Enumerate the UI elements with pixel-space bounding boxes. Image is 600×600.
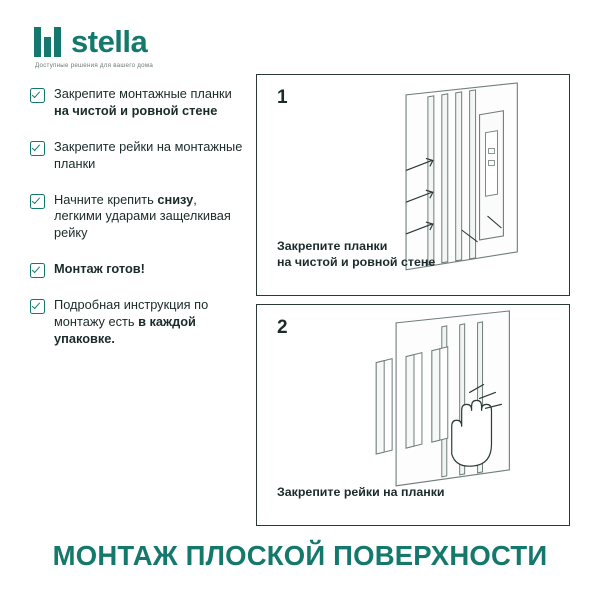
step-number-1: 1	[277, 87, 288, 108]
list-item	[30, 86, 245, 120]
checklist-item-text-5: Подробная инструкция по монтажу есть в каждой упаковке.	[54, 297, 209, 347]
checklist-item-text-2: Закрепите рейки на монтажные планки	[54, 138, 243, 171]
checklist	[30, 86, 245, 367]
check-icon	[30, 194, 45, 209]
step-panel-2	[256, 304, 570, 526]
check-icon	[30, 141, 45, 156]
check-icon	[30, 263, 45, 278]
step-2-caption: Закрепите рейки на планки	[277, 485, 445, 500]
step-panel-1	[256, 74, 570, 296]
checklist-item-text-3: Начните крепить снизу, легкими ударами защелкивая рейку	[54, 191, 231, 241]
brand-logo	[34, 26, 234, 69]
checklist-item-text-1: Закрепите монтажные планки на чистой и ровной стене	[54, 86, 232, 118]
logo-tagline: Доступные решения для вашего дома	[35, 62, 154, 69]
step-number-2: 2	[277, 317, 288, 338]
stella-bars-icon	[34, 27, 62, 57]
list-item	[30, 261, 245, 278]
step-1-caption: Закрепите планки на чистой и ровной стене	[277, 238, 436, 270]
logo-wordmark: stella	[71, 24, 148, 59]
checklist-item-text-4: Монтаж готов!	[54, 261, 145, 277]
list-item	[30, 139, 245, 173]
list-item	[30, 297, 245, 348]
logo-row	[34, 26, 234, 57]
check-icon	[30, 299, 45, 314]
page-title: МОНТАЖ ПЛОСКОЙ ПОВЕРХНОСТИ	[52, 540, 548, 571]
list-item	[30, 192, 245, 243]
check-icon	[30, 88, 45, 103]
